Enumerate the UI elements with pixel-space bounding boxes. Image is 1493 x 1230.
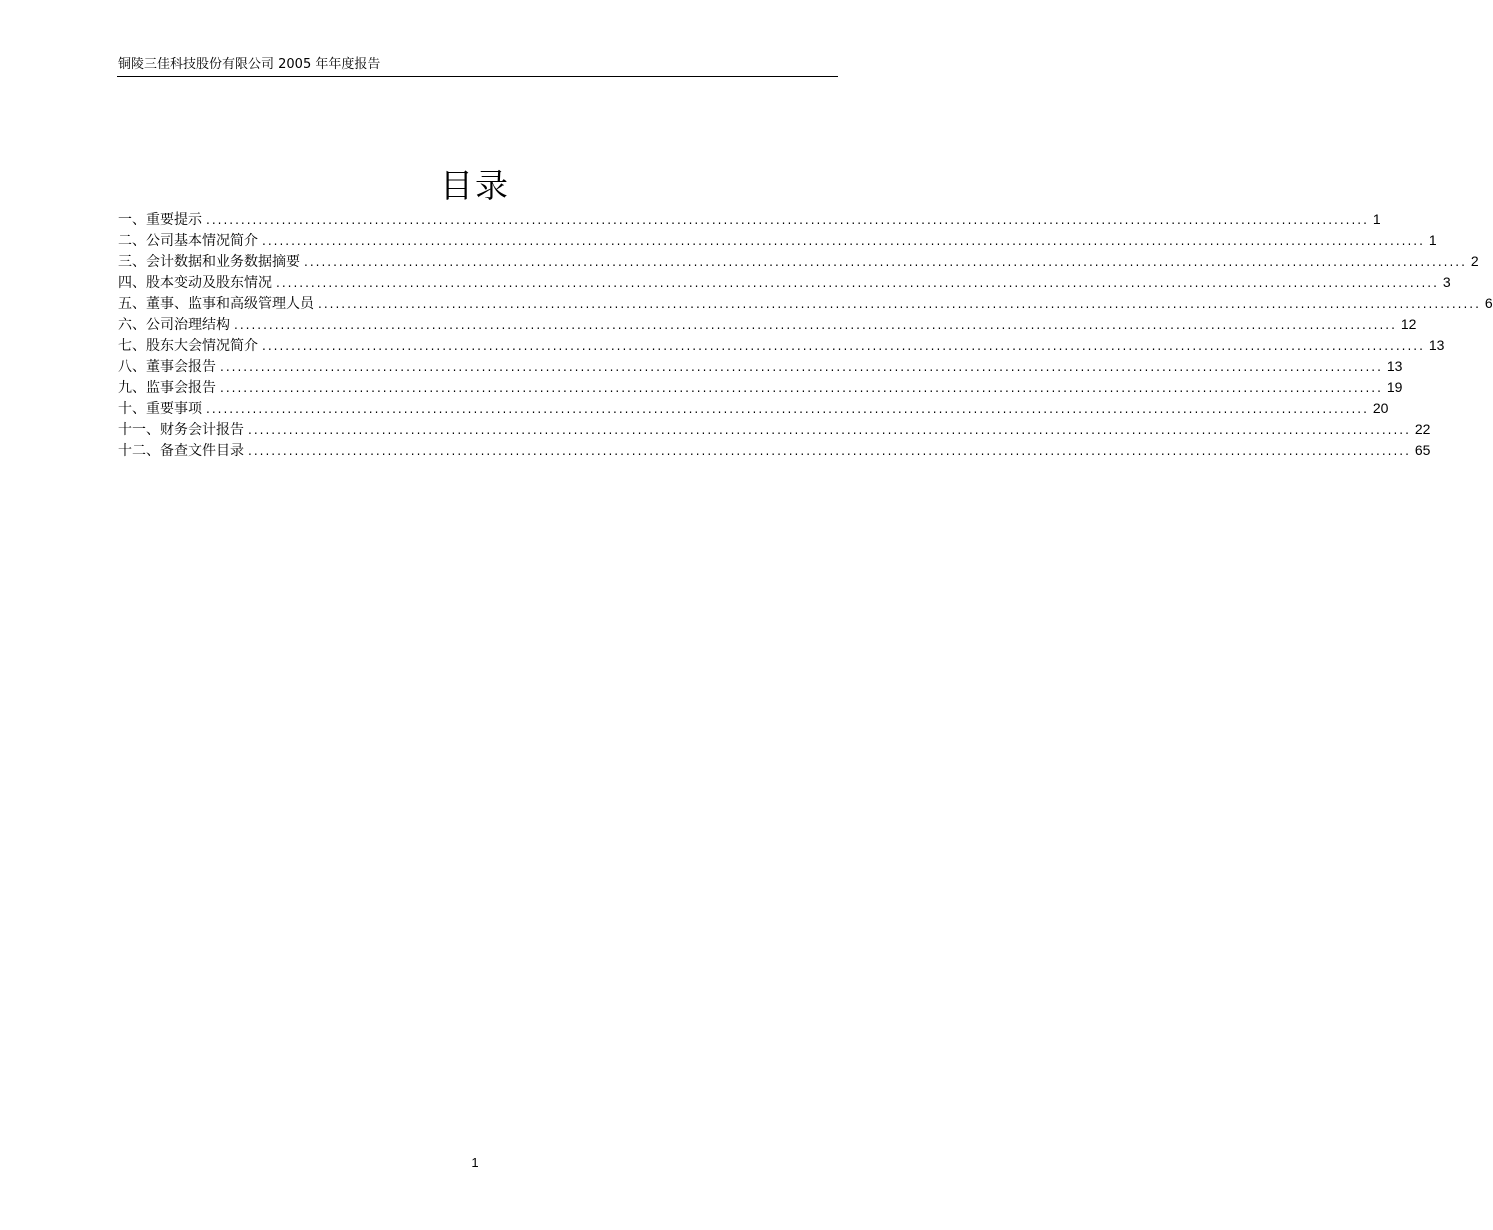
toc-entry-page: 1 [1428,232,1437,248]
toc-entry[interactable] [118,293,1493,314]
toc-dot-leader: ........................................................................................................................................................................................................ [220,360,1383,374]
toc-entry-page: 1 [1372,211,1381,227]
toc-entry-label: 四、股本变动及股东情况 [118,275,272,291]
toc-entry[interactable] [118,251,1479,272]
toc-entry[interactable] [118,335,1445,356]
toc-entry-page: 2 [1470,253,1479,269]
toc-entry[interactable] [118,398,1389,419]
toc-entry[interactable] [118,377,1403,398]
toc-entry-label: 十、重要事项 [118,401,202,417]
toc-dot-leader: ........................................................................................................................................................................................................ [262,339,1425,353]
toc-dot-leader: ........................................................................................................................................................................................................ [206,213,1369,227]
toc-entry-page: 19 [1386,379,1403,395]
toc-entry[interactable] [118,272,1451,293]
toc-entry-label: 五、董事、监事和高级管理人员 [118,296,314,312]
toc-entry-label: 二、公司基本情况简介 [118,233,258,249]
toc-entry-page: 20 [1372,400,1389,416]
toc-entry-page: 13 [1386,358,1403,374]
toc-entry-page: 12 [1400,316,1417,332]
toc-dot-leader: ........................................................................................................................................................................................................ [234,318,1397,332]
toc-entry-label: 十二、备查文件目录 [118,443,244,459]
toc-entry[interactable] [118,314,1417,335]
toc-entry-page: 13 [1428,337,1445,353]
toc-entry[interactable] [118,440,1431,461]
toc-entry[interactable] [118,419,1431,440]
toc-dot-leader: ........................................................................................................................................................................................................ [304,255,1467,269]
toc-entry[interactable] [118,209,1381,230]
toc-dot-leader: ........................................................................................................................................................................................................ [318,297,1481,311]
toc-dot-leader: ........................................................................................................................................................................................................ [262,234,1425,248]
toc-entry-label: 一、重要提示 [118,212,202,228]
toc-entry-page: 22 [1414,421,1431,437]
toc-entry[interactable] [118,356,1403,377]
toc-entry-label: 九、监事会报告 [118,380,216,396]
toc-entry-label: 六、公司治理结构 [118,317,230,333]
document-title: 目录 [440,166,510,205]
toc-entry[interactable] [118,230,1437,251]
toc-dot-leader: ........................................................................................................................................................................................................ [220,381,1383,395]
page-header: 铜陵三佳科技股份有限公司 2005 年年度报告 [118,57,381,72]
table-of-contents [118,209,1493,461]
toc-entry-label: 八、董事会报告 [118,359,216,375]
page-number: 1 [471,1155,479,1170]
header-rule [117,76,838,77]
toc-entry-label: 三、会计数据和业务数据摘要 [118,254,300,270]
toc-entry-page: 3 [1442,274,1451,290]
toc-entry-page: 6 [1484,295,1493,311]
toc-dot-leader: ........................................................................................................................................................................................................ [206,402,1369,416]
toc-entry-page: 65 [1414,442,1431,458]
toc-dot-leader: ........................................................................................................................................................................................................ [276,276,1439,290]
toc-entry-label: 七、股东大会情况简介 [118,338,258,354]
toc-dot-leader: ........................................................................................................................................................................................................ [248,423,1411,437]
toc-entry-label: 十一、财务会计报告 [118,422,244,438]
toc-dot-leader: ........................................................................................................................................................................................................ [248,444,1411,458]
